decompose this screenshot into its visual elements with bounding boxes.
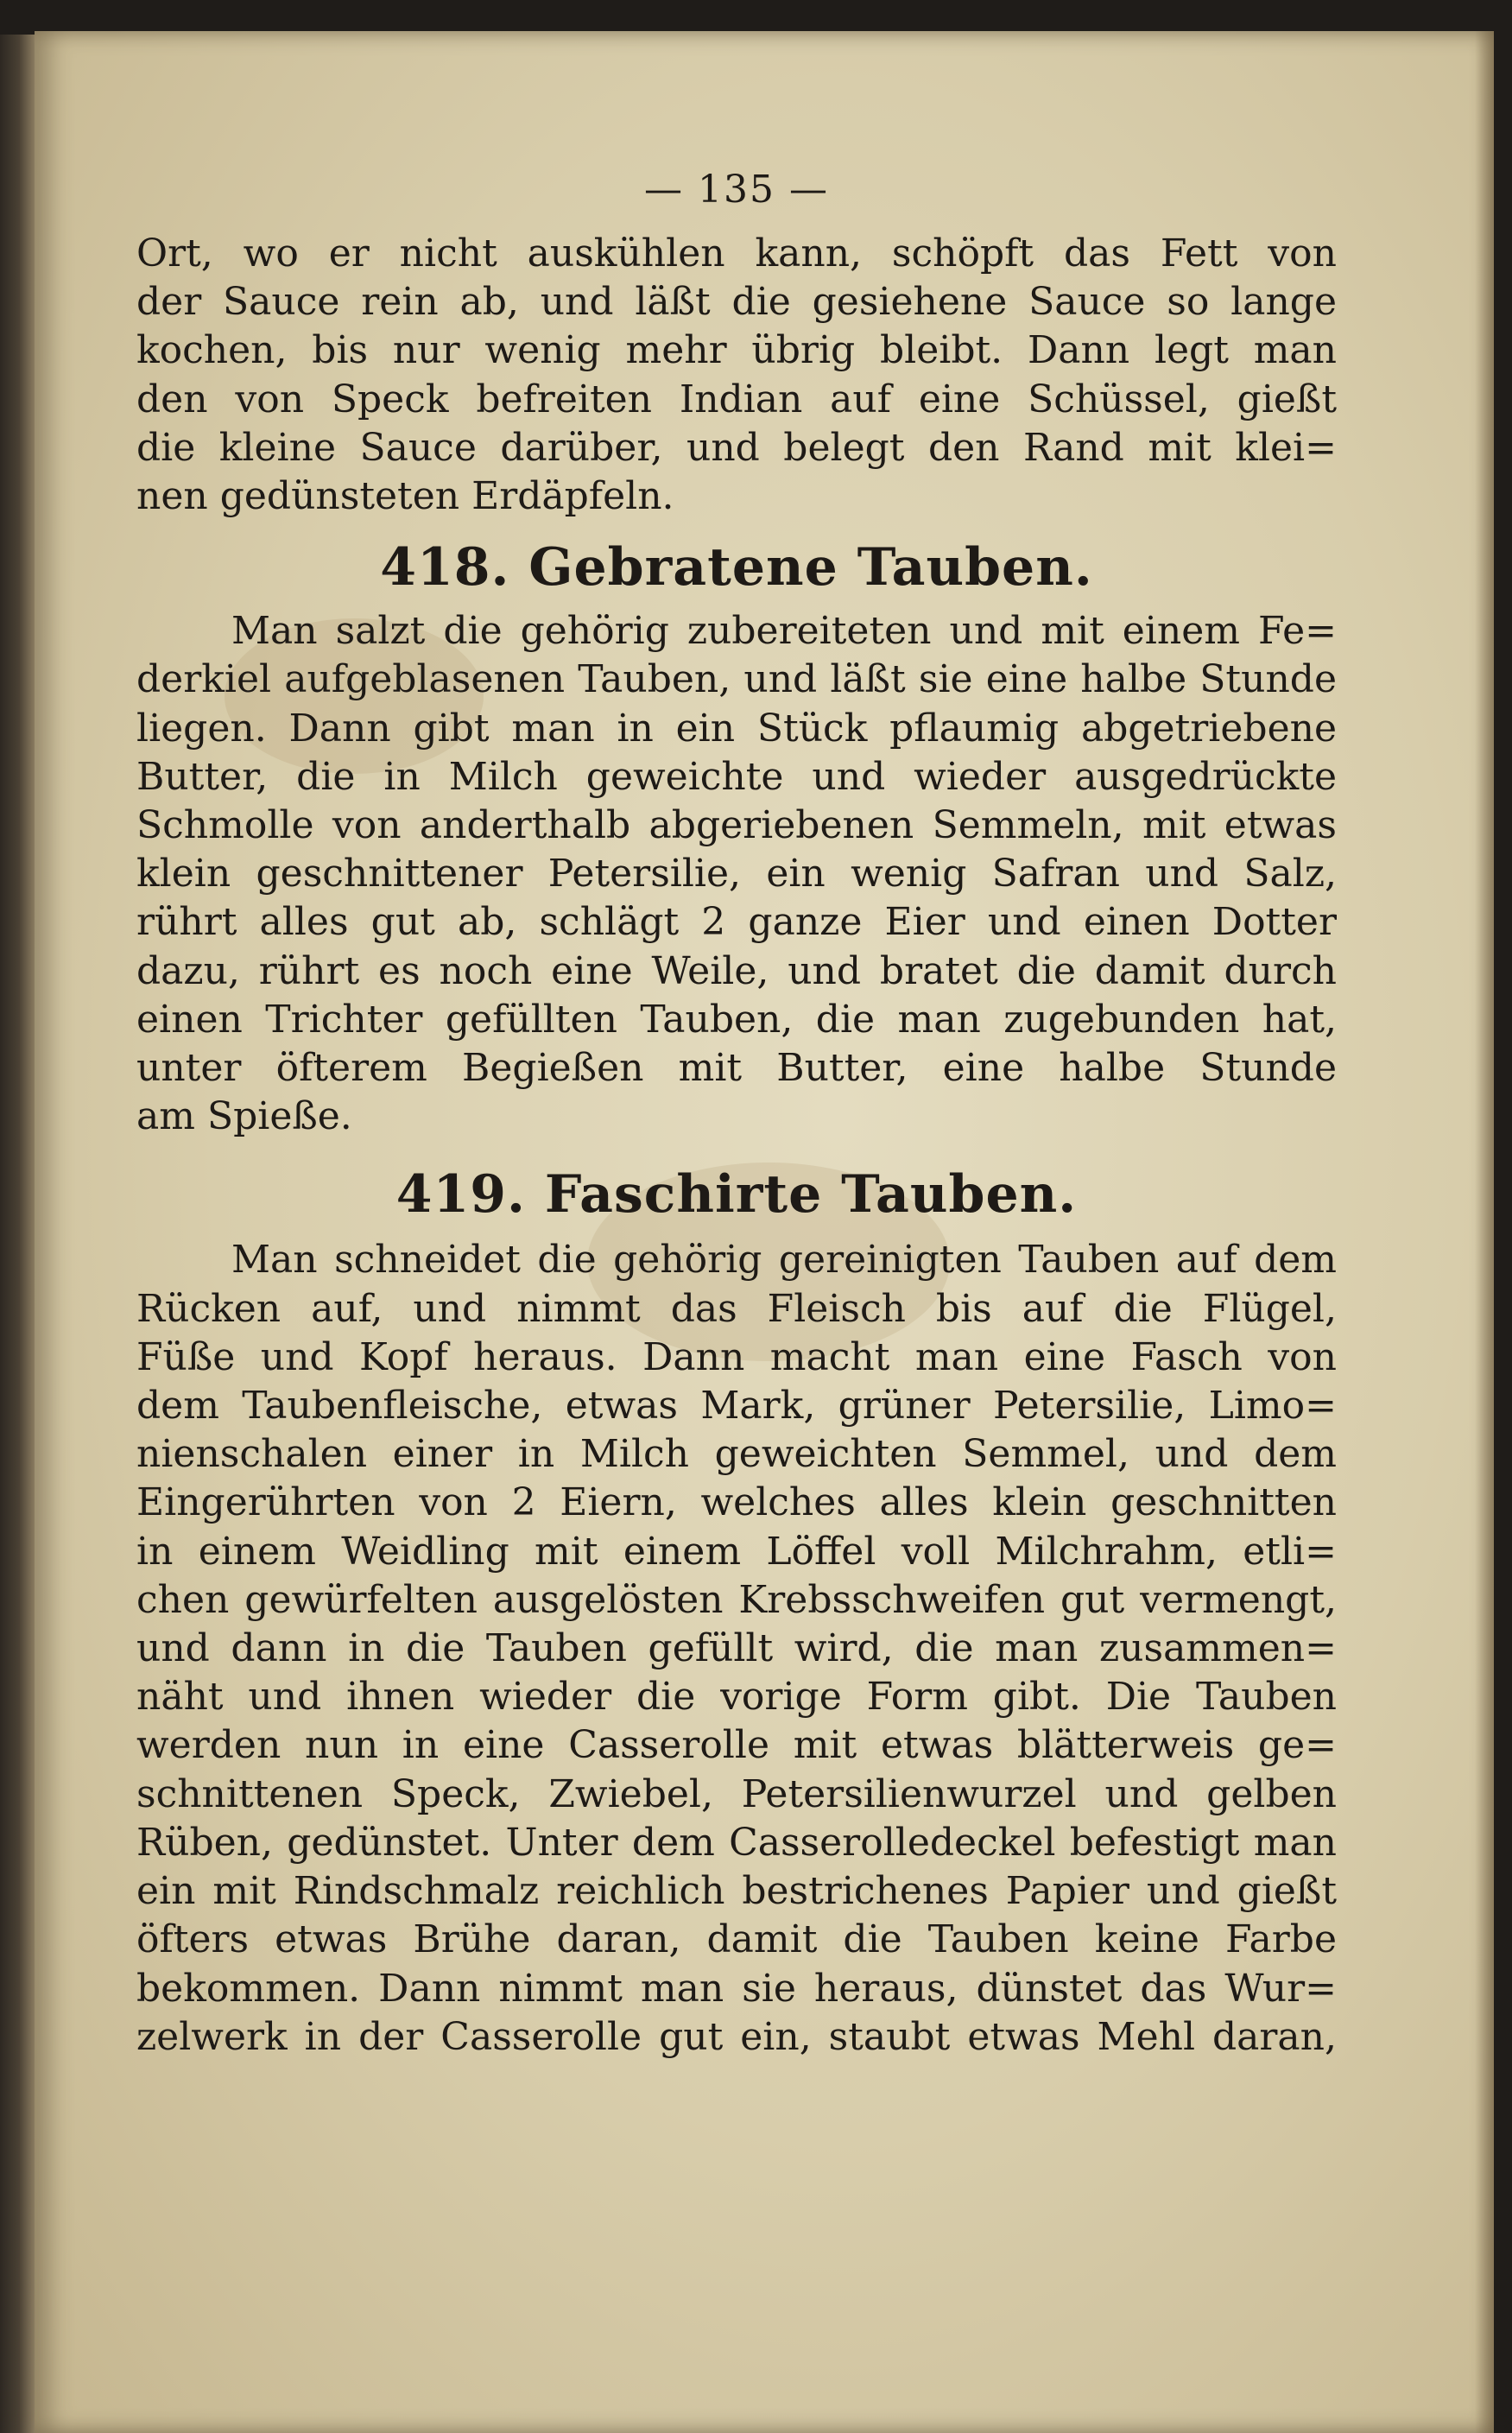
recipe-heading-418: 418. Gebratene Tauben. [380, 537, 1093, 599]
page-number: — 135 — [644, 168, 829, 212]
text-line: zelwerk in der Casserolle gut ein, staubt etwas Mehl daran, [136, 2014, 1337, 2059]
text-line: Rücken auf, und nimmt das Fleisch bis auf die Flügel, [136, 1286, 1337, 1331]
text-line: Man schneidet die gehörig gereinigten Tauben auf dem [231, 1238, 1337, 1283]
text-line: derkiel aufgeblasenen Tauben, und läßt sie eine halbe Stunde [136, 657, 1337, 702]
text-line: dem Taubenfleische, etwas Mark, grüner Petersilie, Limo= [136, 1384, 1337, 1429]
recipe-418-text [136, 607, 1337, 1141]
recipe-heading-419: 419. Faschirte Tauben. [395, 1164, 1078, 1226]
text-line: Butter, die in Milch geweichte und wieder ausgedrückte [136, 754, 1337, 799]
text-line: kochen, bis nur wenig mehr übrig bleibt. Dann legt man [136, 328, 1337, 373]
text-line: der Sauce rein ab, und läßt die gesiehene Sauce so lange [136, 280, 1337, 325]
text-line: klein geschnittener Petersilie, ein wenig Safran und Salz, [136, 852, 1337, 897]
text-line: liegen. Dann gibt man in ein Stück pflaumig abgetriebene [136, 706, 1337, 751]
text-line: werden nun in eine Casserolle mit etwas blätterweis ge= [136, 1723, 1337, 1768]
recipe-419-text [136, 1236, 1337, 2061]
text-line: Füße und Kopf heraus. Dann macht man eine Fasch von [136, 1334, 1337, 1379]
text-line: Schmolle von anderthalb abgeriebenen Semmeln, mit etwas [136, 803, 1337, 848]
text-line: nienschalen einer in Milch geweichten Semmel, und dem [136, 1432, 1337, 1477]
text-line: am Spieße. [136, 1094, 352, 1139]
text-line: schnittenen Speck, Zwiebel, Petersilienwurzel und gelben [136, 1771, 1337, 1816]
text-line: chen gewürfelten ausgelösten Krebsschweifen gut vermengt, [136, 1577, 1337, 1622]
text-line: Ort, wo er nicht auskühlen kann, schöpft das Fett von [136, 231, 1337, 276]
text-line: rührt alles gut ab, schlägt 2 ganze Eier und einen Dotter [136, 900, 1337, 945]
text-line: Man salzt die gehörig zubereiteten und mit einem Fe= [231, 609, 1337, 654]
text-line: Eingerührten von 2 Eiern, welches alles klein geschnitten [136, 1480, 1337, 1525]
book-spine [0, 35, 35, 2433]
page-content [136, 164, 1337, 2062]
text-line: den von Speck befreiten Indian auf eine Schüssel, gießt [136, 377, 1337, 421]
text-line: dazu, rührt es noch eine Weile, und bratet die damit durch [136, 948, 1337, 993]
text-line: nen gedünsteten Erdäpfeln. [136, 474, 674, 519]
page-edge-shadow [1475, 31, 1494, 2433]
text-line: die kleine Sauce darüber, und belegt den Rand mit klei= [136, 425, 1337, 470]
text-line: in einem Weidling mit einem Löffel voll Milchrahm, etli= [136, 1529, 1337, 1574]
intro-paragraph [136, 230, 1337, 521]
text-line: und dann in die Tauben gefüllt wird, die man zusammen= [136, 1626, 1337, 1671]
text-line: Rüben, gedünstet. Unter dem Casserolledeckel befestigt man [136, 1820, 1337, 1865]
text-line: unter öfterem Begießen mit Butter, eine halbe Stunde [136, 1046, 1337, 1091]
text-line: näht und ihnen wieder die vorige Form gibt. Die Tauben [136, 1675, 1337, 1720]
text-line: einen Trichter gefüllten Tauben, die man zugebunden hat, [136, 997, 1337, 1042]
text-line: öfters etwas Brühe daran, damit die Tauben keine Farbe [136, 1917, 1337, 1962]
text-line: bekommen. Dann nimmt man sie heraus, dünstet das Wur= [136, 1966, 1337, 2011]
text-line: ein mit Rindschmalz reichlich bestrichenes Papier und gießt [136, 1869, 1337, 1914]
